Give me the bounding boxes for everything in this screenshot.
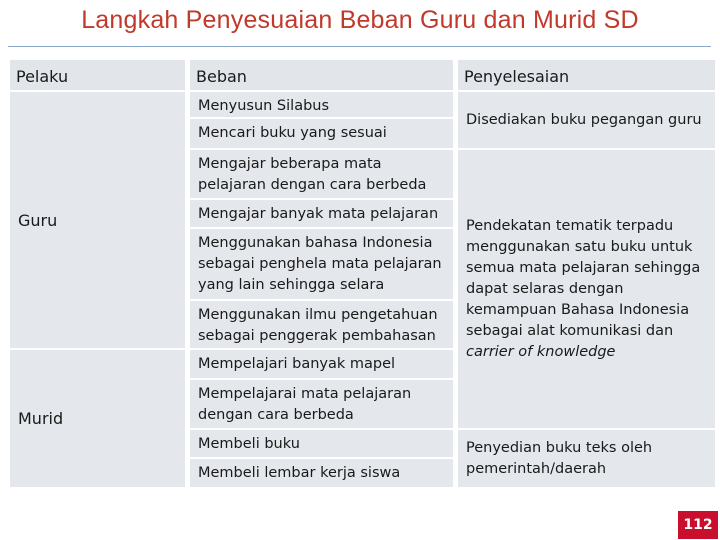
penyelesaian-buku-teks	[458, 430, 715, 487]
penyelesaian-text: Pendekatan tematik terpadu menggunakan satu buku untuk semua mata pelajaran sehingga dapat selaras dengan kemampuan Bahasa Indonesia sebagai alat komunikasi dan	[466, 217, 701, 339]
beban-item: Mencari buku yang sesuai	[190, 119, 453, 148]
penyelesaian-tematik	[458, 150, 715, 428]
title-underline	[8, 46, 711, 47]
header-penyelesaian: Penyelesaian	[458, 60, 715, 90]
header-beban: Beban	[190, 60, 453, 90]
penyelesaian-text: Disediakan buku pegangan guru	[466, 111, 702, 128]
pelaku-murid	[10, 350, 185, 487]
pelaku-guru	[10, 92, 185, 348]
beban-item: Mempelajarai mata pelajaran dengan cara berbeda	[190, 380, 453, 428]
penyelesaian-buku-guru	[458, 92, 715, 148]
beban-item: Menggunakan bahasa Indonesia sebagai penghela mata pelajaran yang lain sehingga selara	[190, 229, 453, 299]
beban-item: Menggunakan ilmu pengetahuan sebagai penggerak pembahasan	[190, 301, 453, 348]
penyelesaian-text: Penyedian buku teks oleh pemerintah/daerah	[466, 439, 653, 477]
pelaku-guru-label: Guru	[18, 210, 58, 230]
slide-title: Langkah Penyesuaian Beban Guru dan Murid SD	[81, 6, 639, 34]
beban-item: Menyusun Silabus	[190, 92, 453, 117]
penyelesaian-tematik-body	[466, 216, 707, 363]
beban-item: Membeli buku	[190, 430, 453, 457]
beban-item: Mengajar beberapa mata pelajaran dengan cara berbeda	[190, 150, 453, 198]
pelaku-murid-label: Murid	[18, 409, 64, 428]
page-number-badge: 112	[678, 511, 718, 539]
beban-item: Mengajar banyak mata pelajaran	[190, 200, 453, 227]
beban-item: Mempelajari banyak mapel	[190, 350, 453, 378]
beban-item: Membeli lembar kerja siswa	[190, 459, 453, 487]
penyelesaian-italic-text: carrier of knowledge	[466, 343, 616, 360]
header-pelaku: Pelaku	[10, 60, 185, 90]
